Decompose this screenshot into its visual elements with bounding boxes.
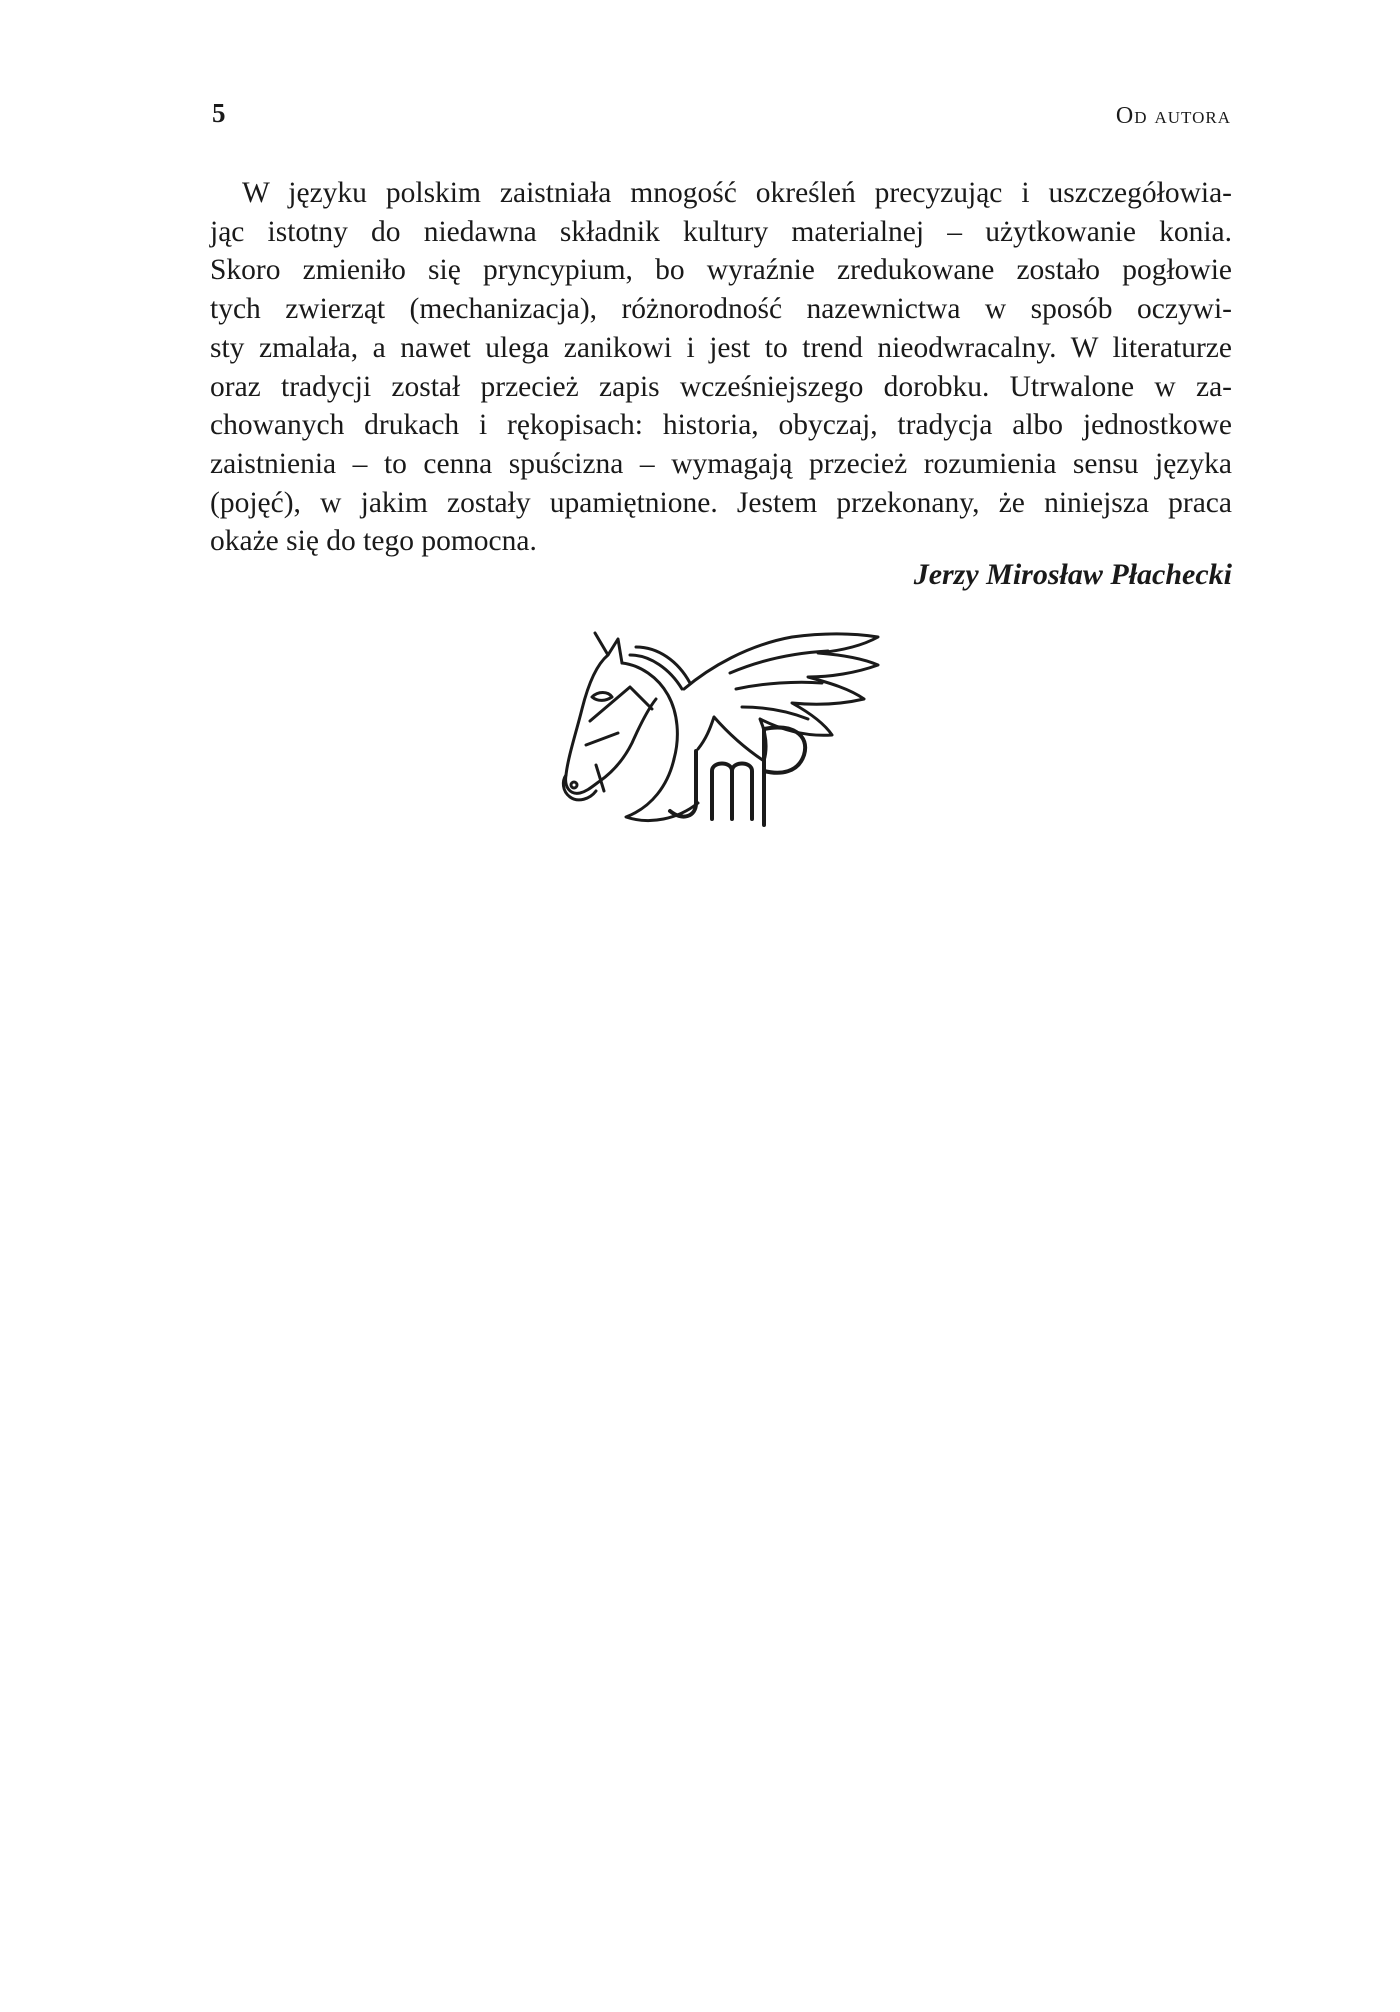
body-line: oraz tradycji został przecież zapis wcześniejszego dorobku. Utrwalone w za- <box>210 370 1232 403</box>
page-number: 5 <box>212 98 226 128</box>
body-line: sty zmalała, a nawet ulega zanikowi i jest to trend nieodwracalny. W literaturze <box>210 331 1232 364</box>
running-header <box>1116 104 1231 128</box>
body-line: okaże się do tego pomocna. <box>210 525 537 558</box>
body-line: (pojęć), w jakim zostały upamiętnione. Jestem przekonany, że niniejsza praca <box>210 486 1232 519</box>
body-line: zaistnienia – to cenna spuścizna – wymagają przecież rozumienia sensu języka <box>210 447 1232 480</box>
body-paragraph <box>210 174 1232 561</box>
body-line: chowanych drukach i rękopisach: historia, obyczaj, tradycja albo jednostkowe <box>210 409 1232 442</box>
body-line: jąc istotny do niedawna składnik kultury materialnej – użytkowanie konia. <box>210 215 1232 248</box>
body-line: tych zwierząt (mechanizacja), różnorodność nazewnictwa w sposób oczywi- <box>210 293 1232 326</box>
body-line: Skoro zmieniło się pryncypium, bo wyraźnie zredukowane zostało pogłowie <box>210 254 1232 287</box>
winged-horse-head-icon <box>560 625 885 830</box>
body-line: W języku polskim zaistniała mnogość określeń precyzując i uszczegółowia- <box>242 177 1232 209</box>
section-title: Od autora <box>1115 103 1231 129</box>
author-signature: Jerzy Mirosław Płachecki <box>913 558 1232 591</box>
